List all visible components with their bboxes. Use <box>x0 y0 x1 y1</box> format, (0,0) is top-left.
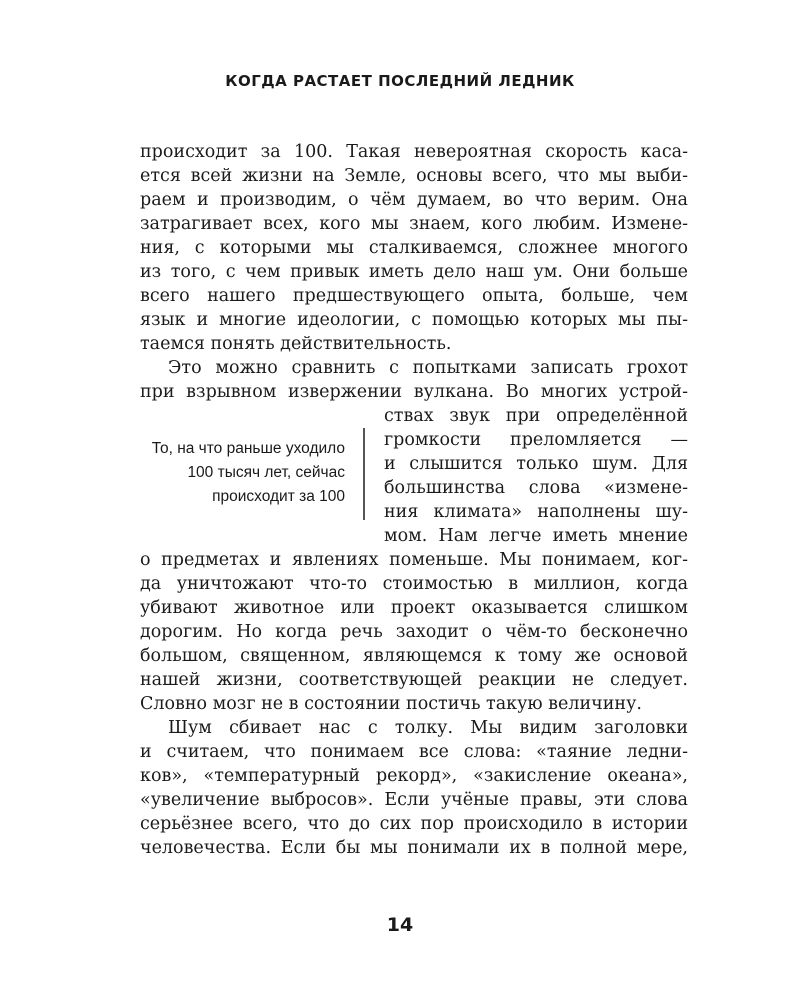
text-line: «увеличение выбросов». Если учёные правы, эти слова <box>140 790 688 810</box>
text-line: раем и производим, о чём думаем, во что верим. Она <box>140 190 688 210</box>
text-line: Словно мозг не в состоянии постичь такую величину. <box>140 694 642 714</box>
page-number: 14 <box>386 914 414 936</box>
text-line: таемся понять действительность. <box>140 334 452 354</box>
text-line: человечества. Если бы мы понимали их в полной мере, <box>140 838 688 858</box>
text-line: затрагивает всех, кого мы знаем, кого любим. Измене- <box>140 214 688 234</box>
pull-quote-divider <box>363 428 365 520</box>
text-line: и слышится только шум. Для <box>384 454 688 474</box>
pull-quote <box>140 437 345 509</box>
text-line: ков», «температурный рекорд», «закисление океана», <box>140 766 688 786</box>
text-line: происходит за 100. Такая невероятная скорость каса- <box>140 142 688 162</box>
text-line: Это можно сравнить с попытками записать грохот <box>168 358 688 378</box>
text-line: громкости преломляется — <box>384 430 688 450</box>
text-line: серьёзнее всего, что до сих пор происходило в истории <box>140 814 688 834</box>
pull-quote-line: То, на что раньше уходило <box>151 440 345 457</box>
text-line: всего нашего предшествующего опыта, больше, чем <box>140 286 688 306</box>
text-line: дорогим. Но когда речь заходит о чём-то бесконечно <box>140 622 688 642</box>
text-line: убивают животное или проект оказывается слишком <box>140 598 688 618</box>
text-line: Шум сбивает нас с толку. Мы видим заголовки <box>168 718 688 738</box>
text-line: и считаем, что понимаем все слова: «таяние ледни- <box>140 742 688 762</box>
text-line: из того, с чем привык иметь дело наш ум. Они больше <box>140 262 688 282</box>
pull-quote-line: 100 тысяч лет, сейчас <box>187 464 345 481</box>
text-line: нашей жизни, соответствующей реакции не следует. <box>140 670 688 690</box>
text-line: да уничтожают что-то стоимостью в миллион, когда <box>140 574 688 594</box>
text-line: о предметах и явлениях поменьше. Мы понимаем, ког- <box>140 550 688 570</box>
text-line: ния, с которыми мы сталкиваемся, сложнее многого <box>140 238 688 258</box>
text-line: большом, священном, являющемся к тому же основой <box>140 646 688 666</box>
text-line: язык и многие идеологии, с помощью которых мы пы- <box>140 310 688 330</box>
text-line: при взрывном извержении вулкана. Во многих устрой- <box>140 382 688 402</box>
text-line: ния климата» наполнены шу- <box>384 502 688 522</box>
text-line: мом. Нам легче иметь мнение <box>384 526 688 546</box>
text-line: большинства слова «измене- <box>384 478 688 498</box>
text-line: ствах звук при определённой <box>384 406 688 426</box>
pull-quote-line: происходит за 100 <box>212 488 345 505</box>
running-head: КОГДА РАСТАЕТ ПОСЛЕДНИЙ ЛЕДНИК <box>225 72 575 90</box>
text-line: ется всей жизни на Земле, основы всего, что мы выби- <box>140 166 688 186</box>
